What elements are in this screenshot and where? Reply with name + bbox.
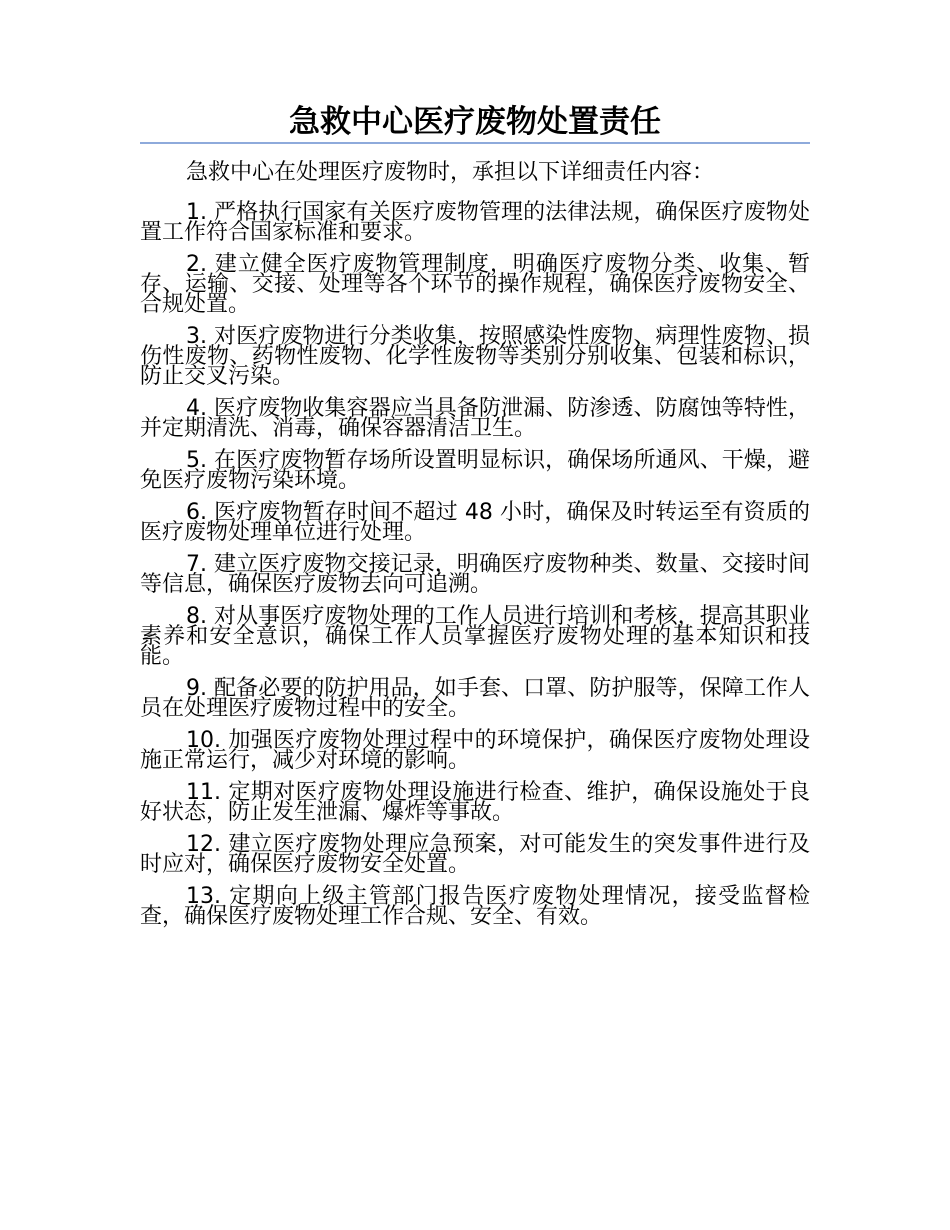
list-item: 12. 建立医疗废物处理应急预案，对可能发生的突发事件进行及时应对，确保医疗废物安全处置。 [140, 832, 810, 877]
title-block [140, 102, 810, 144]
list-item: 3. 对医疗废物进行分类收集，按照感染性废物、病理性废物、损伤性废物、药物性废物、化学性废物等类别分别收集、包装和标识，防止交叉污染。 [140, 324, 810, 389]
list-item: 1. 严格执行国家有关医疗废物管理的法律法规，确保医疗废物处置工作符合国家标准和要求。 [140, 200, 810, 245]
list-item: 7. 建立医疗废物交接记录，明确医疗废物种类、数量、交接时间等信息，确保医疗废物去向可追溯。 [140, 552, 810, 597]
list-item: 11. 定期对医疗废物处理设施进行检查、维护，确保设施处于良好状态，防止发生泄漏、爆炸等事故。 [140, 780, 810, 825]
page-title: 急救中心医疗废物处置责任 [289, 104, 661, 140]
list-item: 10. 加强医疗废物处理过程中的环境保护，确保医疗废物处理设施正常运行，减少对环境的影响。 [140, 728, 810, 773]
list-item: 9. 配备必要的防护用品，如手套、口罩、防护服等，保障工作人员在处理医疗废物过程中的安全。 [140, 676, 810, 721]
list-item: 13. 定期向上级主管部门报告医疗废物处理情况，接受监督检查，确保医疗废物处理工作合规、安全、有效。 [140, 884, 810, 929]
list-item: 6. 医疗废物暂存时间不超过 48 小时，确保及时转运至有资质的医疗废物处理单位进行处理。 [140, 500, 810, 545]
list-item: 8. 对从事医疗废物处理的工作人员进行培训和考核，提高其职业素养和安全意识，确保工作人员掌握医疗废物处理的基本知识和技能。 [140, 604, 810, 669]
document-body [140, 158, 810, 939]
list-item: 5. 在医疗废物暂存场所设置明显标识，确保场所通风、干燥，避免医疗废物污染环境。 [140, 448, 810, 493]
intro-paragraph: 急救中心在处理医疗废物时，承担以下详细责任内容： [186, 160, 715, 185]
list-item: 2. 建立健全医疗废物管理制度，明确医疗废物分类、收集、暂存、运输、交接、处理等各个环节的操作规程，确保医疗废物安全、合规处置。 [140, 252, 810, 317]
list-item: 4. 医疗废物收集容器应当具备防泄漏、防渗透、防腐蚀等特性，并定期清洗、消毒，确保容器清洁卫生。 [140, 396, 810, 441]
